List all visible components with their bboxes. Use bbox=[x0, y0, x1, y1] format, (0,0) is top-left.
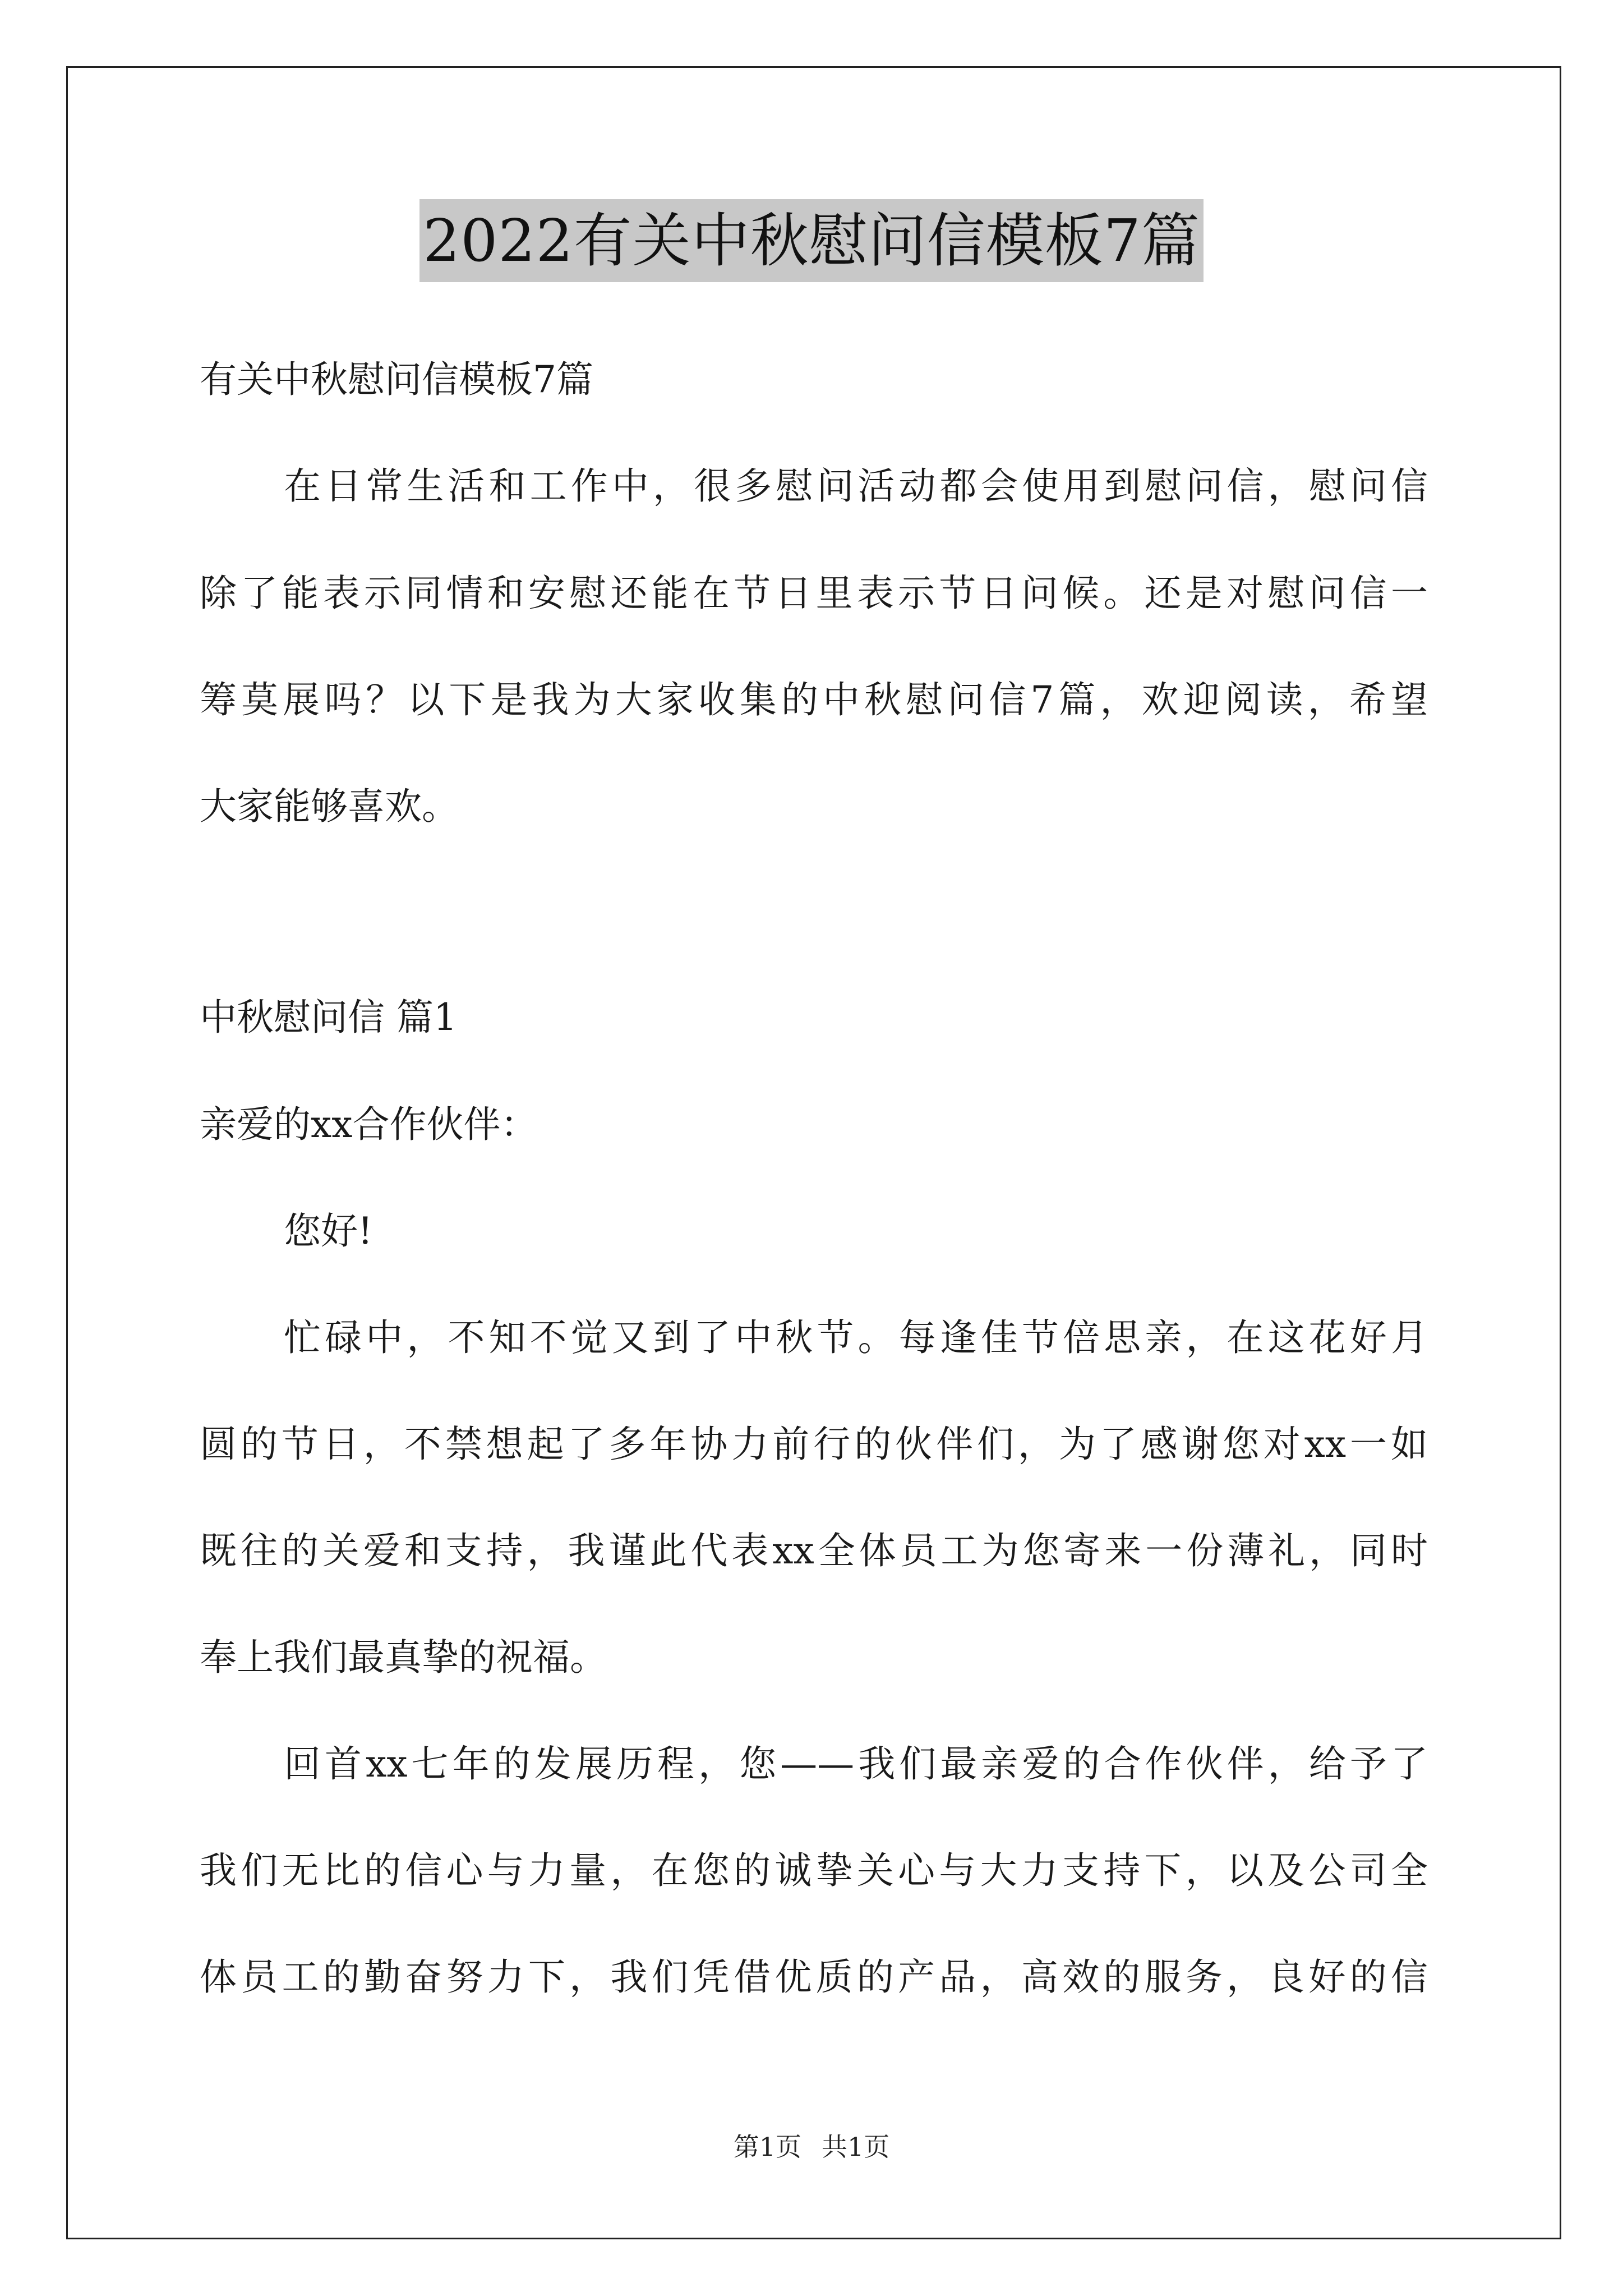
paragraph1-line-2: 圆的节日，不禁想起了多年协力前行的伙伴们，为了感谢您对xx一如 bbox=[200, 1423, 1428, 1466]
greeting: 您好! bbox=[284, 1209, 373, 1253]
title-wrap bbox=[0, 199, 1623, 282]
intro-line-2: 除了能表示同情和安慰还能在节日里表示节日问候。还是对慰问信一 bbox=[200, 572, 1428, 615]
document-subtitle: 有关中秋慰问信模板7篇 bbox=[200, 358, 593, 401]
paragraph1-line-1: 忙碌中，不知不觉又到了中秋节。每逢佳节倍思亲，在这花好月 bbox=[284, 1316, 1428, 1359]
section-heading: 中秋慰问信 篇1 bbox=[200, 996, 457, 1039]
intro-line-3: 筹莫展吗？以下是我为大家收集的中秋慰问信7篇，欢迎阅读，希望 bbox=[200, 678, 1428, 721]
intro-line-4: 大家能够喜欢。 bbox=[200, 785, 459, 828]
document-title: 2022有关中秋慰问信模板7篇 bbox=[419, 199, 1204, 282]
page-footer bbox=[0, 2130, 1623, 2164]
salutation: 亲爱的xx合作伙伴： bbox=[200, 1103, 538, 1146]
paragraph2-line-1: 回首xx七年的发展历程，您——我们最亲爱的合作伙伴，给予了 bbox=[284, 1742, 1428, 1786]
paragraph1-line-3: 既往的关爱和支持，我谨此代表xx全体员工为您寄来一份薄礼，同时 bbox=[200, 1529, 1428, 1572]
paragraph1-line-4: 奉上我们最真挚的祝福。 bbox=[200, 1636, 607, 1679]
intro-line-1: 在日常生活和工作中，很多慰问活动都会使用到慰问信，慰问信 bbox=[284, 464, 1428, 508]
page-number-total: 共1页 bbox=[822, 2132, 890, 2162]
paragraph2-line-2: 我们无比的信心与力量，在您的诚挚关心与大力支持下，以及公司全 bbox=[200, 1849, 1428, 1892]
page-number-current: 第1页 bbox=[733, 2132, 801, 2162]
paragraph2-line-3: 体员工的勤奋努力下，我们凭借优质的产品，高效的服务，良好的信 bbox=[200, 1955, 1428, 1999]
